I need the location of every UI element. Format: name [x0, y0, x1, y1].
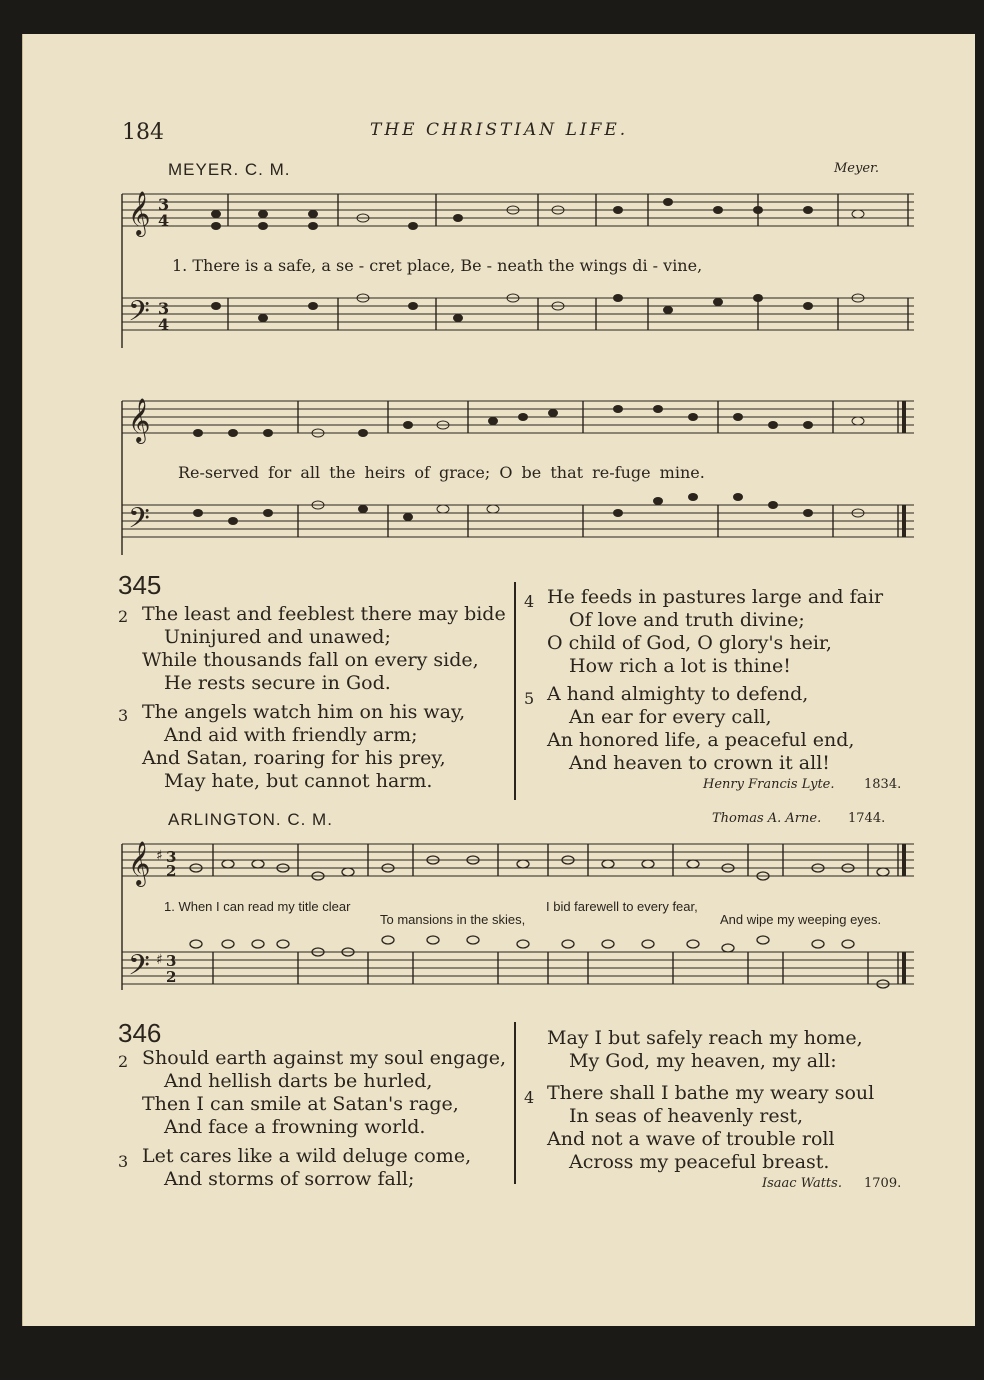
verse-line: And face a frowning world.: [164, 1116, 426, 1138]
verse-line: And not a wave of trouble roll: [547, 1128, 835, 1150]
svg-text:3: 3: [158, 299, 170, 318]
hymn-author: Isaac Watts.: [762, 1176, 842, 1191]
hymn-number-345: 345: [118, 570, 162, 600]
verse-line: While thousands fall on every side,: [142, 649, 479, 671]
tune-arlington-year: 1744.: [848, 811, 886, 826]
verse-line: Of love and truth divine;: [569, 609, 805, 631]
verse-line: How rich a lot is thine!: [569, 655, 791, 677]
page-number: 184: [122, 120, 164, 145]
stanza-number: 3: [118, 1152, 129, 1171]
verse-line: He feeds in pastures large and fair: [547, 586, 884, 608]
treble-clef-icon: 𝄞: [128, 398, 151, 442]
svg-text:4: 4: [158, 315, 170, 334]
verse-line: An honored life, a peaceful end,: [547, 729, 855, 751]
verse-line: And aid with friendly arm;: [164, 724, 418, 746]
tune-meyer-composer: Meyer.: [834, 161, 879, 176]
meyer-lyric-line-1: 1. There is a safe, a se - cret place, Be - neath the wings di - vine,: [172, 256, 703, 275]
stanza-number: 2: [118, 607, 129, 626]
sharp-icon: ♯: [156, 848, 163, 864]
verse-line: The angels watch him on his way,: [142, 701, 466, 723]
arlington-lyric-b: To mansions in the skies,: [380, 912, 526, 927]
sharp-icon: ♯: [156, 952, 163, 968]
bass-clef-icon: 𝄢: [128, 502, 150, 542]
verse-line: He rests secure in God.: [164, 672, 391, 694]
verse-line: And heaven to crown it all!: [569, 752, 830, 774]
bass-clef-icon: 𝄢: [128, 949, 150, 989]
verse-line: Let cares like a wild deluge come,: [142, 1145, 472, 1167]
verse-line: There shall I bathe my weary soul: [547, 1082, 875, 1104]
arlington-lyric-a: 1. When I can read my title clear: [164, 899, 351, 914]
hymn-number-346: 346: [118, 1018, 162, 1048]
bass-clef-icon: 𝄢: [128, 295, 150, 335]
verse-line: My God, my heaven, my all:: [569, 1050, 837, 1072]
arlington-lyric-d: And wipe my weeping eyes.: [720, 912, 882, 927]
verse-line: An ear for every call,: [569, 706, 772, 728]
stanza-number: 5: [524, 689, 535, 708]
tune-arlington-title: ARLINGTON. C. M.: [168, 810, 333, 829]
stanza-number: 3: [118, 706, 129, 725]
stanza-number: 4: [524, 592, 535, 611]
stanza-number: 4: [524, 1088, 535, 1107]
svg-text:2: 2: [166, 968, 177, 986]
verse-line: The least and feeblest there may bide: [142, 603, 506, 625]
verse-line: A hand almighty to defend,: [547, 683, 809, 705]
column-divider: [514, 582, 516, 800]
svg-text:3: 3: [166, 952, 177, 970]
treble-clef-icon: 𝄞: [128, 841, 151, 885]
treble-clef-icon: 𝄞: [128, 191, 151, 235]
verse-line: And Satan, roaring for his prey,: [142, 747, 446, 769]
verse-line: May hate, but cannot harm.: [164, 770, 433, 792]
svg-text:2: 2: [166, 862, 177, 880]
meyer-lyric-line-2: Re-served for all the heirs of grace; O be that re-fuge mine.: [178, 463, 705, 482]
verse-line: And storms of sorrow fall;: [164, 1168, 415, 1190]
hymn-year: 1834.: [864, 777, 902, 792]
hymn-year: 1709.: [864, 1176, 902, 1191]
stanza-number: 2: [118, 1052, 129, 1071]
verse-line: May I but safely reach my home,: [547, 1027, 863, 1049]
column-divider: [514, 1022, 516, 1184]
tune-arlington-composer: Thomas A. Arne.: [712, 811, 822, 826]
running-head: THE CHRISTIAN LIFE.: [370, 120, 629, 140]
svg-text:3: 3: [158, 195, 170, 214]
verse-line: Uninjured and unawed;: [164, 626, 391, 648]
arlington-lyric-c: I bid farewell to every fear,: [546, 899, 698, 914]
tune-meyer-title: MEYER. C. M.: [168, 160, 291, 179]
verse-line: O child of God, O glory's heir,: [547, 632, 832, 654]
verse-line: In seas of heavenly rest,: [569, 1105, 804, 1127]
verse-line: Across my peaceful breast.: [569, 1151, 830, 1173]
verse-line: Then I can smile at Satan's rage,: [142, 1093, 459, 1115]
svg-text:4: 4: [158, 211, 170, 230]
verse-line: Should earth against my soul engage,: [142, 1047, 507, 1069]
svg-text:3: 3: [166, 848, 177, 866]
hymn-author: Henry Francis Lyte.: [703, 777, 835, 792]
verse-line: And hellish darts be hurled,: [164, 1070, 433, 1092]
